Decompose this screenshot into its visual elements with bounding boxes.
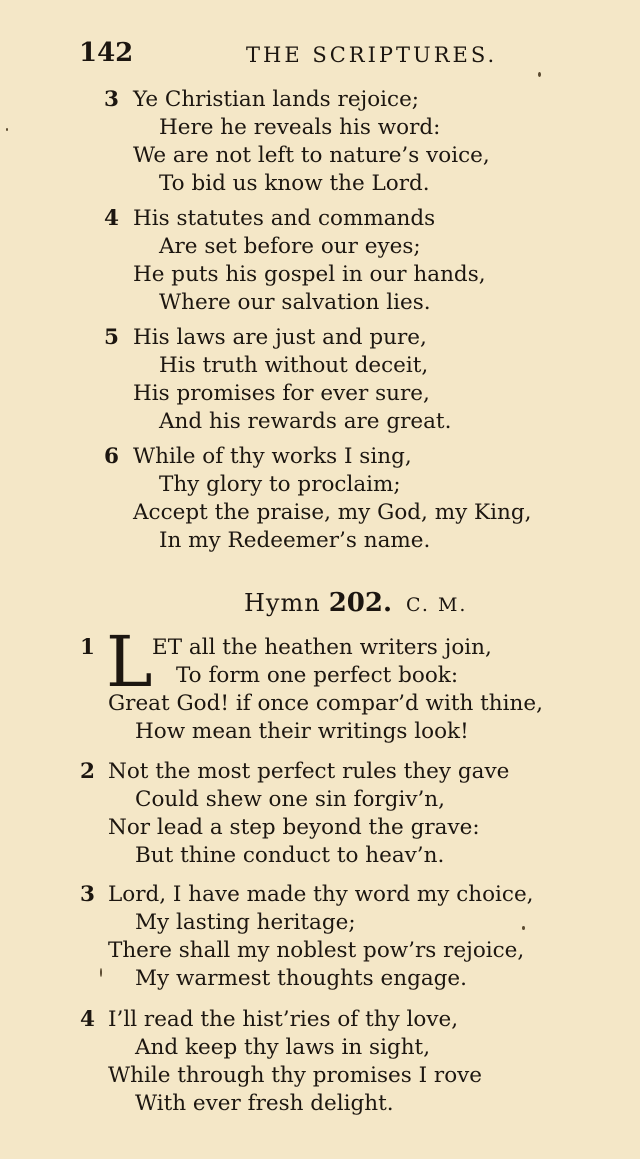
paper-speck [522,926,525,930]
verse-number: 3 [104,87,119,112]
hymn-title-word: Hymn [244,589,321,617]
verse-line: Here he reveals his word: [159,115,441,140]
paper-speck [6,128,8,131]
verse-number: 4 [104,206,119,231]
verse-line: To form one perfect book: [176,663,459,688]
verse-line: In my Redeemer’s name. [159,528,431,553]
paper-speck [538,72,541,77]
verse-number: 2 [80,759,95,784]
page-number: 142 [79,38,134,68]
verse-line: There shall my noblest pow’rs rejoice, [108,938,525,963]
hymn-202-title [244,586,467,623]
verse-line: My warmest thoughts engage. [135,966,467,991]
verse-number: 5 [104,325,119,350]
verse-line: And his rewards are great. [159,409,452,434]
verse-line: ET all the heathen writers join, [152,635,492,660]
verse-line: We are not left to nature’s voice, [133,143,490,168]
verse-line: Ye Christian lands rejoice; [133,87,420,112]
verse-line: Nor lead a step beyond the grave: [108,815,480,840]
verse-number: 1 [80,635,95,660]
verse-number: 3 [80,882,95,907]
verse-number: 4 [80,1007,95,1032]
paper-speck [100,968,102,977]
verse-line: Where our salvation lies. [159,290,431,315]
verse-line: Thy glory to proclaim; [159,472,401,497]
page-header [0,36,640,70]
verse-line: Lord, I have made thy word my choice, [108,882,534,907]
hymn-meter: C. M. [406,594,468,616]
running-head: THE SCRIPTURES. [246,43,498,67]
verse-line: Great God! if once compar’d with thine, [108,691,543,716]
verse-line: His promises for ever sure, [133,381,430,406]
verse-line: And keep thy laws in sight, [135,1035,431,1060]
verse-line: Could shew one sin forgiv’n, [135,787,445,812]
verse-line: He puts his gospel in our hands, [133,262,486,287]
verse-line: Not the most perfect rules they gave [108,759,510,784]
hymn-title-number: 202. [328,588,393,618]
verse-line: My lasting heritage; [135,910,356,935]
verse-line: His truth without deceit, [159,353,429,378]
verse-line: His laws are just and pure, [133,325,427,350]
verse-line: To bid us know the Lord. [159,171,430,196]
verse-line: While of thy works I sing, [133,444,412,469]
verse-line: Accept the praise, my God, my King, [133,500,532,525]
verse-line: I’ll read the hist’ries of thy love, [108,1007,459,1032]
verse-number: 6 [104,444,119,469]
drop-cap: L [106,621,153,703]
verse-line: How mean their writings look! [135,719,469,744]
verse-line: While through thy promises I rove [108,1063,483,1088]
verse-line: With ever fresh delight. [135,1091,394,1116]
verse-line: His statutes and commands [133,206,436,231]
verse-line: Are set before our eyes; [159,234,421,259]
verse-line: But thine conduct to heav’n. [135,843,445,868]
